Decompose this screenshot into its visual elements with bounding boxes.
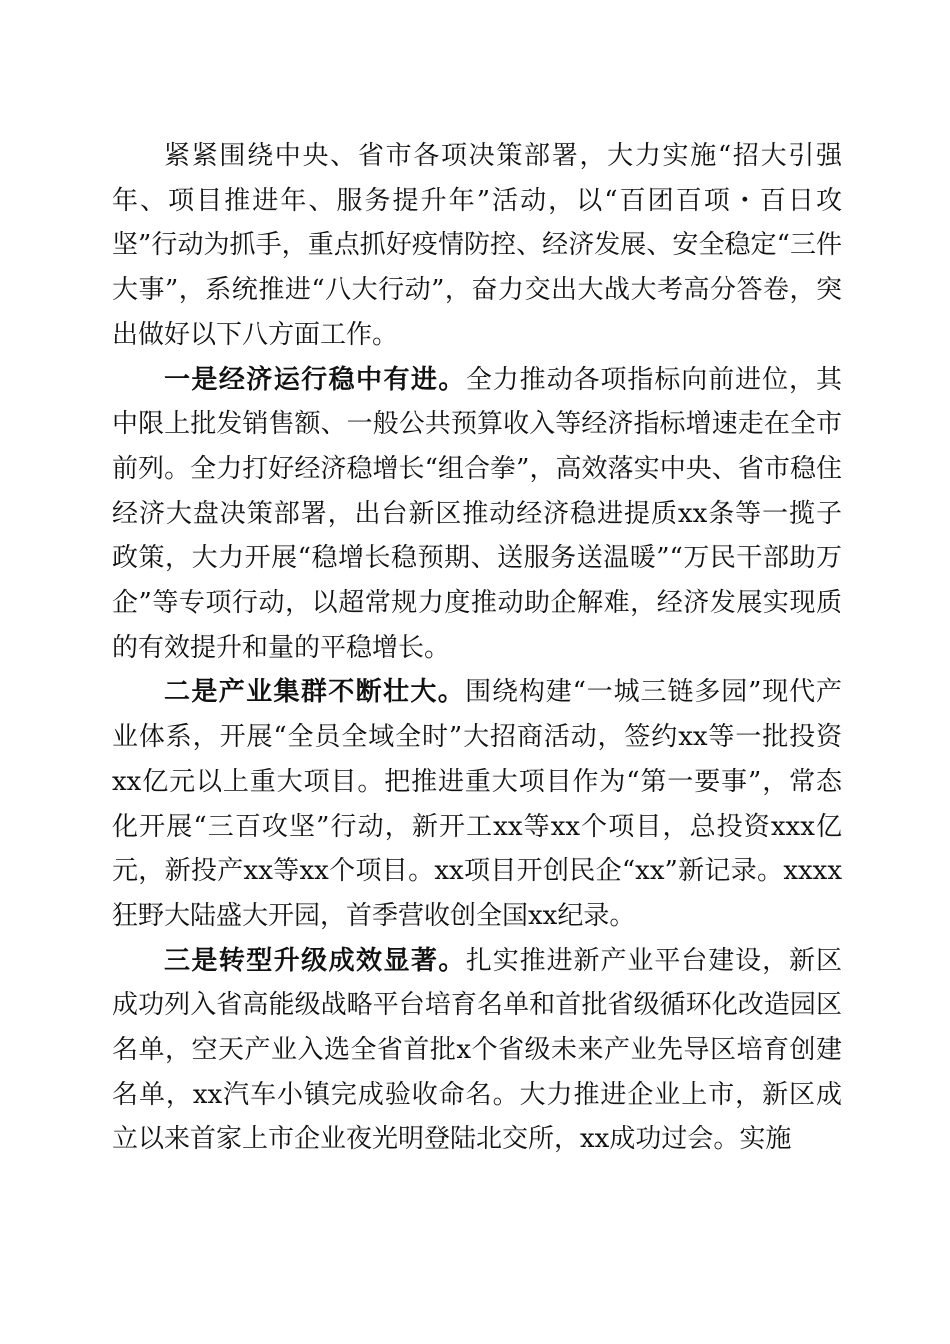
paragraph-lead: 二是产业集群不断壮大。 bbox=[164, 677, 466, 708]
paragraph-text: 紧紧围绕中央、省市各项决策部署，大力实施“招大引强年、项目推进年、服务提升年”活动，以“百团百项・百日攻坚”行动为抓手，重点抓好疫情防控、经济发展、安全稳定“三件大事”，系统推进“八大行动”，奋力交出大战大考高分答卷，突出做好以下八方面工作。 bbox=[112, 141, 842, 350]
paragraph-intro bbox=[112, 134, 842, 358]
paragraph-text: 扎实推进新产业平台建设，新区成功列入省高能级战略平台培育名单和首批省级循环化改造园区名单，空天产业入选全省首批x个省级未来产业先导区培育创建名单，xx汽车小镇完成验收命名。大力推进企业上市，新区成立以来首家上市企业夜光明登陆北交所，xx成功过会。实施 bbox=[112, 945, 842, 1155]
document-body bbox=[112, 134, 842, 1162]
paragraph-industry bbox=[112, 670, 842, 938]
paragraph-transformation bbox=[112, 939, 842, 1163]
paragraph-economy bbox=[112, 358, 842, 671]
paragraph-text: 围绕构建“一城三链多园”现代产业体系，开展“全员全域全时”大招商活动，签约xx等一批投资xx亿元以上重大项目。把推进重大项目作为“第一要事”，常态化开展“三百攻坚”行动，新开工xx等xx个项目，总投资xxx亿元，新投产xx等xx个项目。xx项目开创民企“xx”新记录。xxxx狂野大陆盛大开园，首季营收创全国xx纪录。 bbox=[112, 677, 842, 931]
paragraph-lead: 三是转型升级成效显著。 bbox=[164, 945, 466, 976]
paragraph-text: 全力推动各项指标向前进位，其中限上批发销售额、一般公共预算收入等经济指标增速走在全市前列。全力打好经济稳增长“组合拳”，高效落实中央、省市稳住经济大盘决策部署，出台新区推动经济稳进提质xx条等一揽子政策，大力开展“稳增长稳预期、送服务送温暖”“万民干部助万企”等专项行动，以超常规力度推动助企解难，经济发展实现质的有效提升和量的平稳增长。 bbox=[112, 364, 842, 663]
paragraph-lead: 一是经济运行稳中有进。 bbox=[164, 364, 466, 395]
